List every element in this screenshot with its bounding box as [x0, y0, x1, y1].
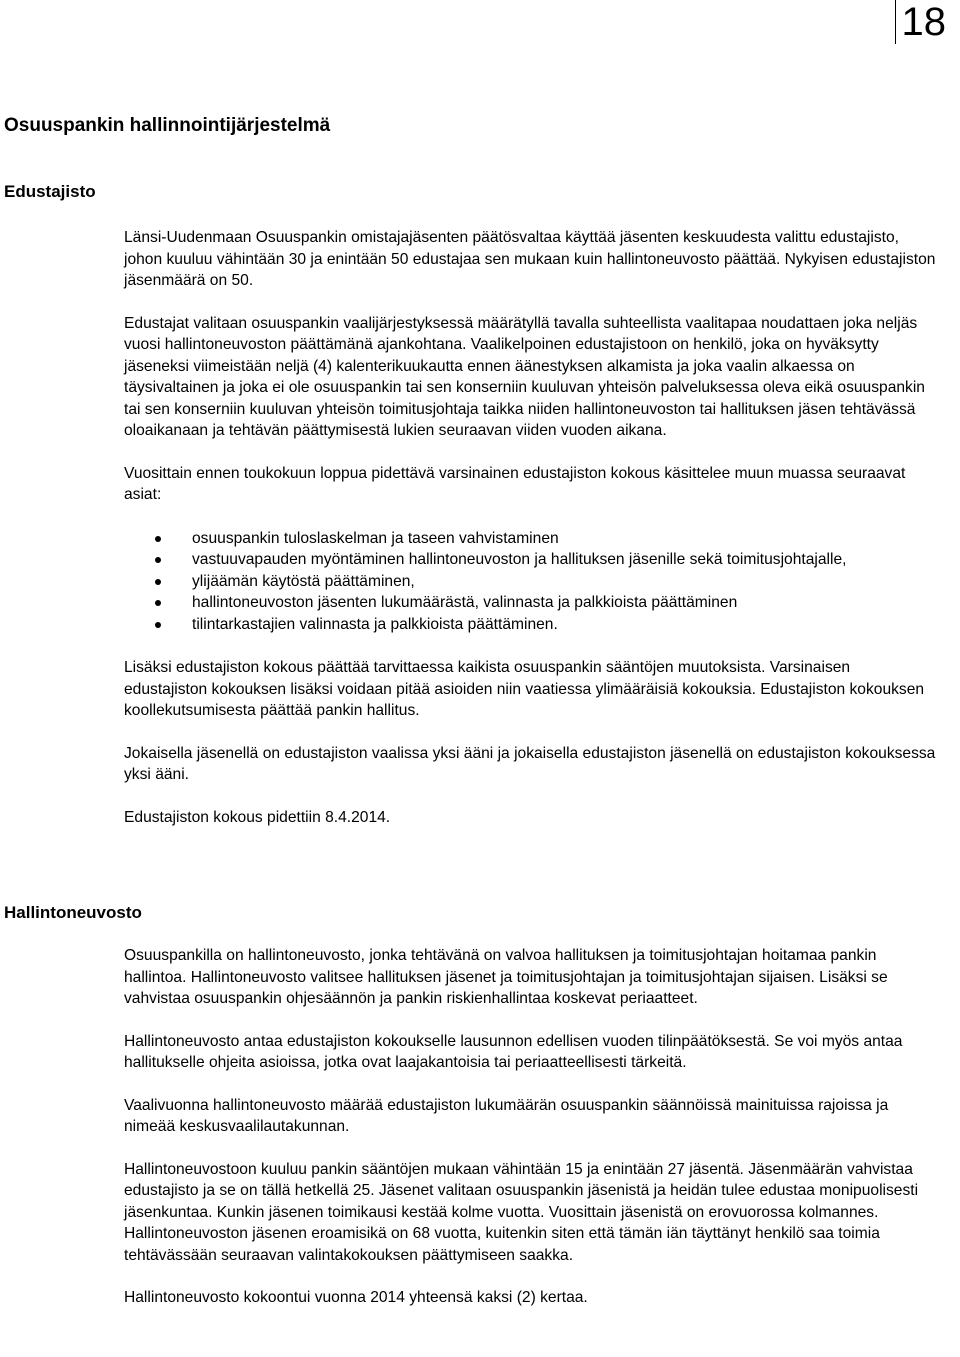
section-heading-hallintoneuvosto: Hallintoneuvosto	[4, 903, 142, 922]
list-item: hallintoneuvoston jäsenten lukumäärästä, valinnasta ja palkkioista päättäminen	[124, 592, 936, 614]
edustajisto-body	[124, 227, 936, 828]
paragraph: Hallintoneuvosto kokoontui vuonna 2014 yhteensä kaksi (2) kertaa.	[124, 1289, 588, 1306]
list-item: vastuuvapauden myöntäminen hallintoneuvoston ja hallituksen jäsenille sekä toimitusjohtajalle,	[124, 549, 936, 571]
bullet-icon	[155, 579, 161, 585]
section-heading-edustajisto: Edustajisto	[4, 182, 96, 201]
agenda-list	[124, 528, 936, 636]
hallintoneuvosto-body	[124, 945, 936, 1309]
list-item: osuuspankin tuloslaskelman ja taseen vahvistaminen	[124, 528, 936, 550]
paragraph: Vaalivuonna hallintoneuvosto määrää edustajiston lukumäärän osuuspankin säännöissä mainituissa rajoissa ja nimeää keskusvaalilautakunnan.	[124, 1096, 889, 1135]
list-item: tilintarkastajien valinnasta ja palkkioista päättäminen.	[124, 614, 936, 636]
paragraph: Hallintoneuvosto antaa edustajiston kokoukselle lausunnon edellisen vuoden tilinpäätöksestä. Se voi myös antaa hallitukselle ohjeita asioissa, jotka ovat laajakantoisia tai periaatteellisesti tärkeitä.	[124, 1032, 903, 1071]
paragraph: Edustajat valitaan osuuspankin vaalijärjestyksessä määrätyllä tavalla suhteellista vaalitapaa noudattaen joka neljäs vuosi hallintoneuvoston päättämänä ajankohtana. Vaalikelpoinen edustajistoon on henkilö, joka on hyväksytty jäseneksi viimeistään neljä (4) kalenterikuukautta ennen äänestyksen alkamista ja joka vaalin alkaessa on täysivaltainen ja joka ei ole osuuspankin tai sen konserniin kuuluvan yhteisön palveluksessa oleva eikä osuuspankin tai sen konserniin kuuluvan yhteisön toimitusjohtaja taikka niiden hallintoneuvoston tai hallituksen jäsen tehtävässä oloaikanaan ja tehtävän päättymisestä lukien seuraavan viiden vuoden aikana.	[124, 314, 925, 439]
paragraph: Vuosittain ennen toukokuun loppua pidettävä varsinainen edustajiston kokous käsittelee muun muassa seuraavat asiat:	[124, 464, 906, 503]
bullet-icon	[155, 622, 161, 628]
paragraph: Länsi-Uudenmaan Osuuspankin omistajajäsenten päätösvaltaa käyttää jäsenten keskuudesta valittu edustajisto, johon kuuluu vähintään 30 ja enintään 50 edustajaa sen mukaan kuin hallintoneuvosto päättää. Nykyisen edustajiston jäsenmäärä on 50.	[124, 229, 936, 289]
list-item: ylijäämän käytöstä päättäminen,	[124, 571, 936, 593]
page-number: 18	[901, 0, 946, 44]
page-title: Osuuspankin hallinnointijärjestelmä	[4, 115, 331, 136]
paragraph: Osuuspankilla on hallintoneuvosto, jonka tehtävänä on valvoa hallituksen ja toimitusjohtajan hoitamaa pankin hallintoa. Hallintoneuvosto valitsee hallituksen jäsenet ja toimitusjohtajan ja toimitusjohtajan sijaisen. Lisäksi se vahvistaa osuuspankin ohjesäännön ja pankin riskienhallintaa koskevat periaatteet.	[124, 947, 888, 1007]
paragraph: Edustajiston kokous pidettiin 8.4.2014.	[124, 808, 391, 826]
paragraph: Lisäksi edustajiston kokous päättää tarvittaessa kaikista osuuspankin sääntöjen muutoksista. Varsinaisen edustajiston kokouksen lisäksi voidaan pitää asioiden niin vaatiessa ylimääräisiä kokouksia. Edustajiston kokouksen koollekutsumisesta päättää pankin hallitus.	[124, 659, 925, 719]
paragraph: Hallintoneuvostoon kuuluu pankin sääntöjen mukaan vähintään 15 ja enintään 27 jäsentä. Jäsenmäärän vahvistaa edustajisto ja se on tällä hetkellä 25. Jäsenet valitaan osuuspankin jäsenistä ja heidän tulee edustaa monipuolisesti jäsenkuntaa. Kunkin jäsenen toimikausi kestää kolme vuotta. Vuosittain jäsenistä on erovuorossa kolmannes. Hallintoneuvoston jäsenen eroamisikä on 68 vuotta, kuitenkin siten että tämän iän täyttänyt henkilö saa toimia tehtävässään seuraavan valintakokouksen päättymiseen saakka.	[124, 1160, 919, 1264]
page-number-rule	[895, 0, 896, 44]
paragraph: Jokaisella jäsenellä on edustajiston vaalissa yksi ääni ja jokaisella edustajiston jäsenellä on edustajiston kokouksessa yksi ääni.	[124, 744, 936, 783]
bullet-icon	[155, 536, 161, 542]
bullet-icon	[155, 600, 161, 606]
bullet-icon	[155, 557, 161, 563]
